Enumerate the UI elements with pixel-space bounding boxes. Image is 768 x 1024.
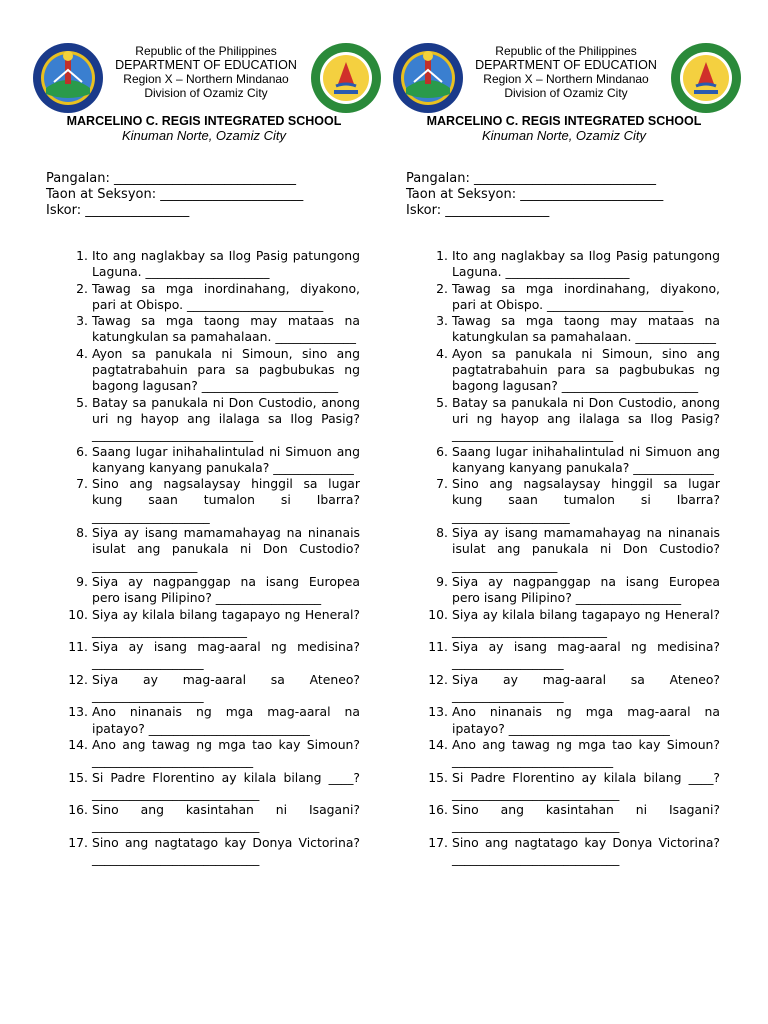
name-field: Pangalan: ____________________________ <box>46 171 297 186</box>
question-item <box>384 737 720 770</box>
question-text: Sino ang kasintahan ni Isagani? ___________________________ <box>452 802 720 834</box>
question-item <box>384 672 720 705</box>
question-item <box>24 672 360 705</box>
score-field: Iskor: ________________ <box>46 203 190 218</box>
deped-ozamiz-seal <box>32 42 104 114</box>
question-text: Sino ang nagsalaysay hinggil sa lugar kung saan tumalon si Ibarra? ___________________ <box>92 476 360 524</box>
question-text: Si Padre Florentino ay kilala bilang ____? ___________________________ <box>452 769 720 801</box>
question-text: Si Padre Florentino ay kilala bilang ____? ___________________________ <box>92 769 360 801</box>
question-text: Ano ninanais ng mga mag-aaral na ipatayo? __________________________ <box>92 704 360 736</box>
question-text: Siya ay kilala bilang tagapayo ng Heneral? _________________________ <box>452 606 720 638</box>
school-seal <box>310 42 382 114</box>
question-text: Siya ay nagpanggap na isang Europea pero isang Pilipino? _________________ <box>452 573 720 606</box>
question-number: 9. <box>436 573 448 589</box>
question-text: Siya ay nagpanggap na isang Europea pero isang Pilipino? _________________ <box>92 573 360 606</box>
question-number: 7. <box>436 476 448 492</box>
question-item <box>24 281 360 314</box>
question-number: 9. <box>76 573 88 589</box>
division-line: Division of Ozamiz City <box>144 86 268 100</box>
question-item <box>24 525 360 574</box>
question-item <box>24 444 360 477</box>
question-number: 4. <box>436 345 448 361</box>
question-item <box>384 346 720 395</box>
question-item <box>24 395 360 444</box>
question-text: Sino ang nagsalaysay hinggil sa lugar kung saan tumalon si Ibarra? ___________________ <box>452 476 720 524</box>
question-item <box>384 248 720 281</box>
question-number: 6. <box>436 443 448 459</box>
division-line: Division of Ozamiz City <box>504 86 628 100</box>
government-header <box>466 44 666 100</box>
question-text: Saang lugar inihahalintulad ni Simuon ang kanyang kanyang panukala? _____________ <box>452 443 720 475</box>
department-line: DEPARTMENT OF EDUCATION <box>475 58 657 72</box>
question-item <box>24 476 360 525</box>
question-item <box>24 737 360 770</box>
question-text: Ano ang tawag ng mga tao kay Simoun? __________________________ <box>452 736 720 769</box>
section-field: Taon at Seksyon: ______________________ <box>406 187 664 202</box>
question-number: 8. <box>76 525 88 541</box>
question-number: 16. <box>428 802 448 818</box>
question-text: Batay sa panukala ni Don Custodio, anong uri ng hayop ang ilalaga sa Ilog Pasig? __________________________ <box>452 394 720 443</box>
worksheet-left <box>24 0 384 1024</box>
question-text: Ano ang tawag ng mga tao kay Simoun? __________________________ <box>92 736 360 769</box>
question-text: Siya ay isang mamamahayag na ninanais isulat ang panukala ni Don Custodio? _________________ <box>92 525 360 573</box>
school-seal <box>670 42 742 114</box>
question-item <box>24 770 360 803</box>
question-text: Siya ay isang mag-aaral ng medisina? __________________ <box>452 639 720 671</box>
question-item <box>384 476 720 525</box>
region-line: Region X – Northern Mindanao <box>483 72 649 86</box>
question-text: Tawag sa mga inordinahang, diyakono, pari at Obispo. ______________________ <box>452 280 720 312</box>
question-text: Ito ang naglakbay sa Ilog Pasig patungong Laguna. ____________________ <box>452 248 720 280</box>
question-text: Ayon sa panukala ni Simoun, sino ang pagtatrabahuin para sa pagbubukas ng bagong lagusan? ______________________ <box>452 345 720 394</box>
question-number: 4. <box>76 345 88 361</box>
question-text: Ano ninanais ng mga mag-aaral na ipatayo? __________________________ <box>452 704 720 736</box>
question-item <box>24 835 360 868</box>
question-number: 11. <box>428 639 448 655</box>
question-list <box>384 248 720 867</box>
deped-ozamiz-seal <box>392 42 464 114</box>
school-header <box>404 114 724 144</box>
section-field: Taon at Seksyon: ______________________ <box>46 187 304 202</box>
question-number: 5. <box>436 394 448 410</box>
question-item <box>384 639 720 672</box>
question-item <box>384 802 720 835</box>
question-text: Siya ay mag-aaral sa Ateneo? __________________ <box>452 671 720 704</box>
question-number: 6. <box>76 443 88 459</box>
question-number: 15. <box>68 769 88 785</box>
question-text: Ito ang naglakbay sa Ilog Pasig patungong Laguna. ____________________ <box>92 248 360 280</box>
school-address: Kinuman Norte, Ozamiz City <box>122 128 286 143</box>
question-number: 10. <box>68 606 88 622</box>
question-number: 3. <box>436 313 448 329</box>
question-text: Sino ang kasintahan ni Isagani? ___________________________ <box>92 802 360 834</box>
question-list <box>24 248 360 867</box>
school-header <box>44 114 364 144</box>
question-text: Siya ay isang mamamahayag na ninanais isulat ang panukala ni Don Custodio? _________________ <box>452 525 720 573</box>
question-number: 1. <box>436 248 448 263</box>
score-field: Iskor: ________________ <box>406 203 550 218</box>
question-number: 12. <box>428 671 448 687</box>
question-item <box>24 607 360 640</box>
question-text: Siya ay kilala bilang tagapayo ng Heneral? _________________________ <box>92 606 360 638</box>
question-number: 3. <box>76 313 88 329</box>
question-item <box>384 395 720 444</box>
question-item <box>384 313 720 346</box>
question-item <box>24 802 360 835</box>
question-number: 13. <box>68 704 88 720</box>
question-item <box>24 704 360 737</box>
question-number: 2. <box>76 280 88 296</box>
question-text: Sino ang nagtatago kay Donya Victorina? ___________________________ <box>92 834 360 866</box>
republic-line: Republic of the Philippines <box>495 44 637 58</box>
question-number: 13. <box>428 704 448 720</box>
question-number: 14. <box>68 736 88 752</box>
question-number: 16. <box>68 802 88 818</box>
question-item <box>384 574 720 607</box>
question-number: 11. <box>68 639 88 655</box>
question-number: 17. <box>68 834 88 850</box>
question-number: 14. <box>428 736 448 752</box>
question-number: 12. <box>68 671 88 687</box>
question-number: 8. <box>436 525 448 541</box>
question-text: Siya ay isang mag-aaral ng medisina? __________________ <box>92 639 360 671</box>
question-item <box>24 248 360 281</box>
question-text: Batay sa panukala ni Don Custodio, anong uri ng hayop ang ilalaga sa Ilog Pasig? __________________________ <box>92 394 360 443</box>
question-text: Saang lugar inihahalintulad ni Simuon ang kanyang kanyang panukala? _____________ <box>92 443 360 475</box>
question-item <box>384 525 720 574</box>
question-item <box>24 346 360 395</box>
question-item <box>384 704 720 737</box>
student-fields <box>46 171 366 219</box>
question-text: Siya ay mag-aaral sa Ateneo? __________________ <box>92 671 360 704</box>
school-name: MARCELINO C. REGIS INTEGRATED SCHOOL <box>66 114 342 128</box>
school-address: Kinuman Norte, Ozamiz City <box>482 128 646 143</box>
question-item <box>384 444 720 477</box>
question-text: Tawag sa mga taong may mataas na katungkulan sa pamahalaan. _____________ <box>92 313 360 345</box>
question-item <box>384 281 720 314</box>
worksheet-right <box>384 0 744 1024</box>
question-item <box>384 607 720 640</box>
name-field: Pangalan: ____________________________ <box>406 171 657 186</box>
republic-line: Republic of the Philippines <box>135 44 277 58</box>
question-number: 15. <box>428 769 448 785</box>
question-number: 2. <box>436 280 448 296</box>
question-number: 17. <box>428 834 448 850</box>
question-item <box>24 313 360 346</box>
question-item <box>384 835 720 868</box>
question-item <box>384 770 720 803</box>
question-text: Tawag sa mga taong may mataas na katungkulan sa pamahalaan. _____________ <box>452 313 720 345</box>
question-item <box>24 574 360 607</box>
region-line: Region X – Northern Mindanao <box>123 72 289 86</box>
student-fields <box>406 171 726 219</box>
question-number: 7. <box>76 476 88 492</box>
question-text: Sino ang nagtatago kay Donya Victorina? ___________________________ <box>452 834 720 866</box>
question-number: 10. <box>428 606 448 622</box>
question-item <box>24 639 360 672</box>
department-line: DEPARTMENT OF EDUCATION <box>115 58 297 72</box>
government-header <box>106 44 306 100</box>
question-text: Tawag sa mga inordinahang, diyakono, pari at Obispo. ______________________ <box>92 280 360 312</box>
question-number: 5. <box>76 394 88 410</box>
question-text: Ayon sa panukala ni Simoun, sino ang pagtatrabahuin para sa pagbubukas ng bagong lagusan? ______________________ <box>92 345 360 394</box>
school-name: MARCELINO C. REGIS INTEGRATED SCHOOL <box>426 114 702 128</box>
question-number: 1. <box>76 248 88 263</box>
